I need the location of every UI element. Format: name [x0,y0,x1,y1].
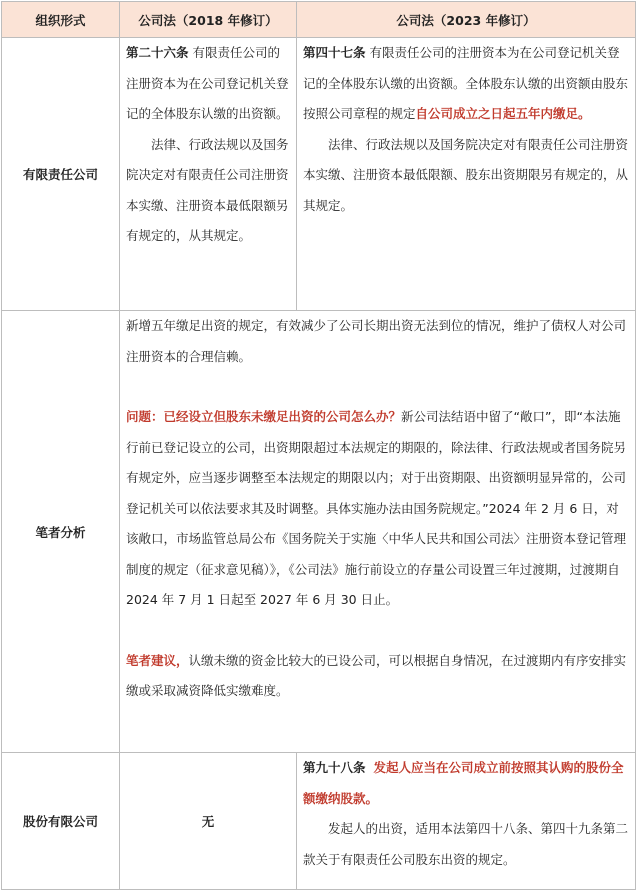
suggestion-text: 认缴未缴的资金比较大的已设公司，可以根据自身情况，在过渡期内有序安排实缴或采取减资降低实缴难度。 [126,652,627,698]
cell-joint-stock-2023 [297,753,636,890]
article-text: 有限责任公司的注册资本为在公司登记机关登记的全体股东认缴的出资额。全体股东认缴的出资额由股东按照公司章程的规定 [303,45,629,121]
paragraph [303,38,629,130]
row-label-analysis: 笔者分析 [2,311,120,753]
paragraph [126,402,629,616]
table-row-joint-stock [2,753,636,890]
header-law-2023: 公司法（2023 年修订） [297,2,636,38]
question-label: 问题：已经设立但股东未缴足出资的公司怎么办？ [126,409,402,424]
article-text: 有限责任公司的注册资本为在公司登记机关登记的全体股东认缴的出资额。 [126,45,289,121]
paragraph: 发起人的出资，适用本法第四十八条、第四十九条第二款关于有限责任公司股东出资的规定。 [303,821,629,867]
paragraph [126,646,629,707]
table-row-llc [2,38,636,311]
cell-analysis [120,311,636,753]
paragraph: 新增五年缴足出资的规定，有效减少了公司长期出资无法到位的情况，维护了债权人对公司注册资本的合理信赖。 [126,318,627,364]
cell-joint-stock-2018: 无 [120,753,297,890]
spacer [126,372,629,402]
paragraph: 法律、行政法规以及国务院决定对有限责任公司注册资本实缴、注册资本最低限额另有规定的，从其规定。 [126,136,289,243]
suggestion-label: 笔者建议， [126,652,189,668]
article-number: 第九十八条 [303,760,366,775]
spacer [126,616,629,646]
header-org-form: 组织形式 [2,2,120,38]
paragraph [126,38,290,130]
article-number: 第二十六条 [126,45,189,60]
row-label-llc: 有限责任公司 [2,38,120,311]
cell-llc-2023 [297,38,636,311]
table-header-row [2,2,636,38]
comparison-table [1,1,636,890]
paragraph: 法律、行政法规以及国务院决定对有限责任公司注册资本实缴、注册资本最低限额、股东出资期限另有规定的，从其规定。 [303,136,629,213]
highlight-text: 自公司成立之日起五年内缴足。 [415,106,591,121]
header-law-2018: 公司法（2018 年修订） [120,2,297,38]
row-label-joint-stock: 股份有限公司 [2,753,120,890]
article-number: 第四十七条 [303,45,366,60]
cell-llc-2018 [120,38,297,311]
question-text: 新公司法结语中留了“敞口”，即“本法施行前已登记设立的公司，出资期限超过本法规定的期限的，除法律、行政法规或者国务院另有规定外，应当逐步调整至本法规定的期限以内；对于出资期限、出资额明显异常的，公司登记机关可以依法要求其及时调整。具体实施办法由国务院规定。”2024 年 2 月 6 日，对该敞口，市场监管总局公布《国务院关于实施〈中华人民共和国公司法〉注册资本登记管理制度的规定（征求意见稿）》，《公司法》施行前设立的存量公司设置三年过渡期，过渡期自 2024 年 7 月 1 日起至 2027 年 6 月 30 日止。 [126,409,627,607]
paragraph [303,753,629,814]
table-row-analysis [2,311,636,753]
highlight-text: 发起人应当在公司成立前按照其认购的股份全额缴纳股款。 [303,760,624,806]
